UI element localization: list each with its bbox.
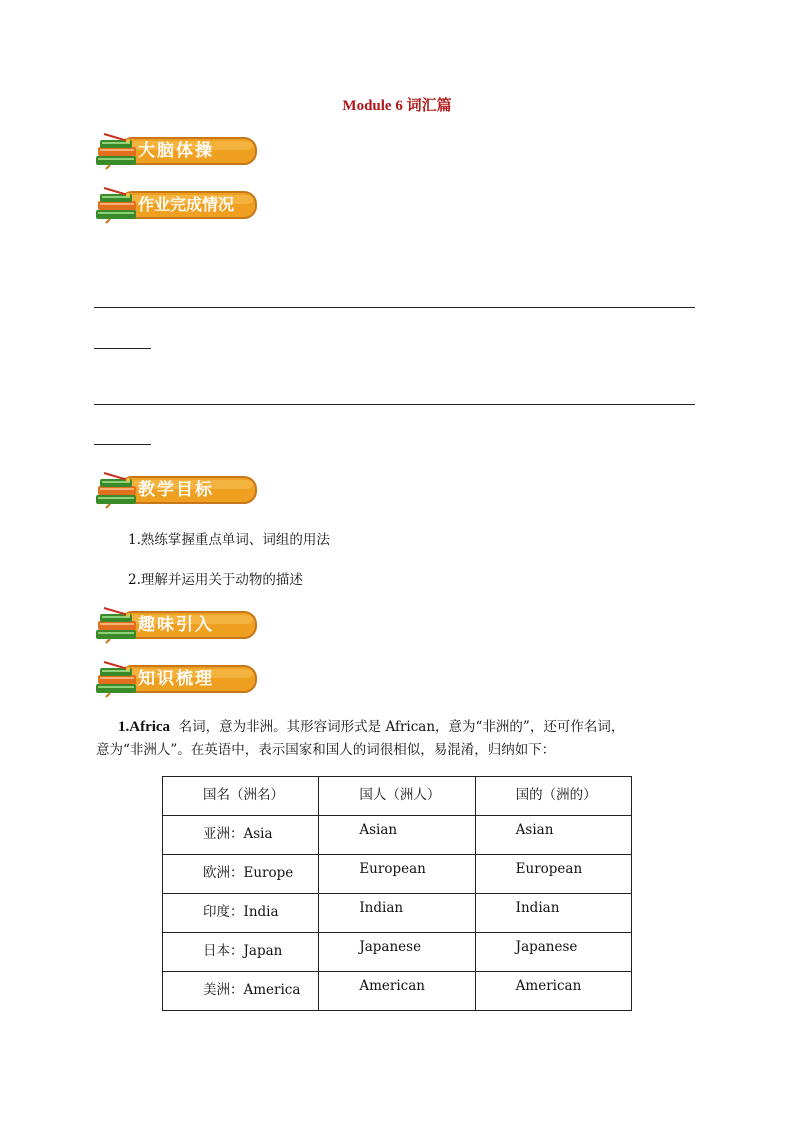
paragraph-line: 意为“非洲人”。在英语中，表示国家和国人的词很相似，易混淆，归纳如下： — [96, 742, 556, 758]
section-label: 大脑体操 — [138, 141, 214, 161]
answer-line-short — [94, 444, 151, 445]
table-cell: Japanese — [319, 933, 475, 972]
table-cell: 国名（洲名） — [163, 777, 319, 816]
table-cell: 美洲：America — [163, 972, 319, 1011]
table-cell: Japanese — [475, 933, 631, 972]
goal-item: 2.理解并运用关于动物的描述 — [128, 572, 303, 588]
answer-line-short — [94, 348, 151, 349]
section-label: 作业完成情况 — [138, 195, 235, 214]
table-row — [163, 894, 632, 933]
knowledge-paragraph — [96, 716, 696, 762]
table-cell: 国人（洲人） — [319, 777, 475, 816]
table-cell: Indian — [319, 894, 475, 933]
table-cell: American — [475, 972, 631, 1011]
table-cell: 印度：India — [163, 894, 319, 933]
table-row — [163, 972, 632, 1011]
table-cell: European — [319, 855, 475, 894]
section-badge-homework — [94, 186, 259, 224]
table-cell: Asian — [319, 816, 475, 855]
answer-line — [94, 404, 695, 405]
vocab-table — [162, 776, 632, 1011]
table-cell: 欧洲：Europe — [163, 855, 319, 894]
table-header-row — [163, 777, 632, 816]
paragraph-line: 名词，意为非洲。其形容词形式是 African，意为“非洲的”，还可作名词， — [178, 719, 625, 735]
table-cell: European — [475, 855, 631, 894]
keyword: 1.Africa — [118, 719, 171, 735]
table-row — [163, 816, 632, 855]
answer-line — [94, 307, 695, 308]
table-cell: American — [319, 972, 475, 1011]
section-badge-teaching-goals — [94, 471, 259, 509]
goal-item: 1.熟练掌握重点单词、词组的用法 — [128, 532, 330, 548]
table-cell: 亚洲：Asia — [163, 816, 319, 855]
section-badge-fun-intro — [94, 606, 259, 644]
table-row — [163, 855, 632, 894]
section-label: 知识梳理 — [138, 669, 214, 689]
table-cell: 日本：Japan — [163, 933, 319, 972]
table-cell: Asian — [475, 816, 631, 855]
table-cell: 国的（洲的） — [475, 777, 631, 816]
table-cell: Indian — [475, 894, 631, 933]
table-row — [163, 933, 632, 972]
section-label: 趣味引入 — [138, 615, 214, 635]
section-label: 教学目标 — [138, 480, 214, 500]
section-badge-knowledge — [94, 660, 259, 698]
section-badge-brain-exercise — [94, 132, 259, 170]
page-title: Module 6 词汇篇 — [342, 98, 452, 114]
